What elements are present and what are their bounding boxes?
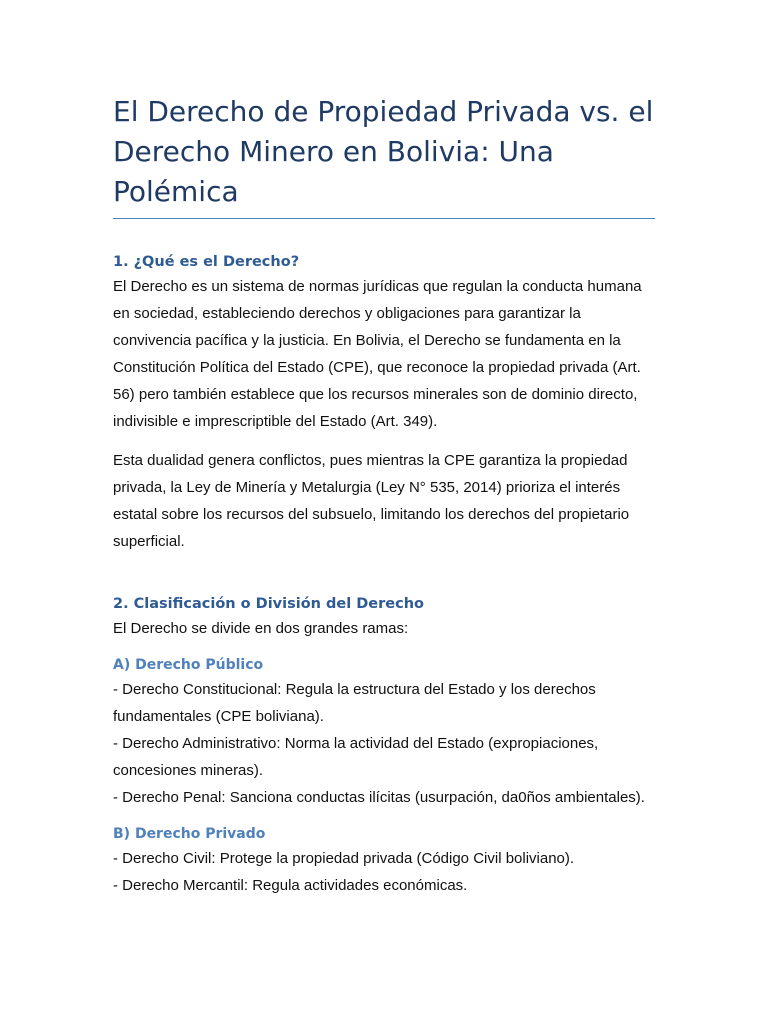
- subsection-heading: B) Derecho Privado: [113, 826, 266, 842]
- list-item: - Derecho Mercantil: Regula actividades económicas.: [113, 877, 468, 894]
- section-what-is-law: [113, 253, 655, 555]
- section-classification: [113, 595, 655, 899]
- subsection-public-law: [113, 656, 655, 811]
- subsection-heading: A) Derecho Público: [113, 657, 264, 673]
- subsection-private-law: [113, 825, 655, 899]
- paragraph: El Derecho se divide en dos grandes ramas:: [113, 620, 409, 637]
- section-heading: 2. Clasificación o División del Derecho: [113, 596, 425, 612]
- list-item: - Derecho Constitucional: Regula la estructura del Estado y los derechos fundamentales (CPE boliviana).: [113, 681, 596, 725]
- document-title: El Derecho de Propiedad Privada vs. el Derecho Minero en Bolivia: Una Polémica: [113, 92, 655, 219]
- section-heading: 1. ¿Qué es el Derecho?: [113, 254, 300, 270]
- list-item: - Derecho Penal: Sanciona conductas ilícitas (usurpación, da0ños ambientales).: [113, 789, 645, 806]
- list-item: - Derecho Civil: Protege la propiedad privada (Código Civil boliviano).: [113, 850, 575, 867]
- document-page: [113, 92, 655, 899]
- paragraph: Esta dualidad genera conflictos, pues mientras la CPE garantiza la propiedad privada, la Ley de Minería y Metalurgia (Ley N° 535, 2014) prioriza el interés estatal sobre los recursos del subsuelo, limitando los derechos del propietario superficial.: [113, 452, 630, 550]
- paragraph: El Derecho es un sistema de normas jurídicas que regulan la conducta humana en sociedad, estableciendo derechos y obligaciones para garantizar la convivencia pacífica y la justicia. En Bolivia, el Derecho se fundamenta en la Constitución Política del Estado (CPE), que reconoce la propiedad privada (Art. 56) pero también establece que los recursos minerales son de dominio directo, indivisible e imprescriptible del Estado (Art. 349).: [113, 278, 642, 430]
- list-item: - Derecho Administrativo: Norma la actividad del Estado (expropiaciones, concesiones mineras).: [113, 735, 599, 779]
